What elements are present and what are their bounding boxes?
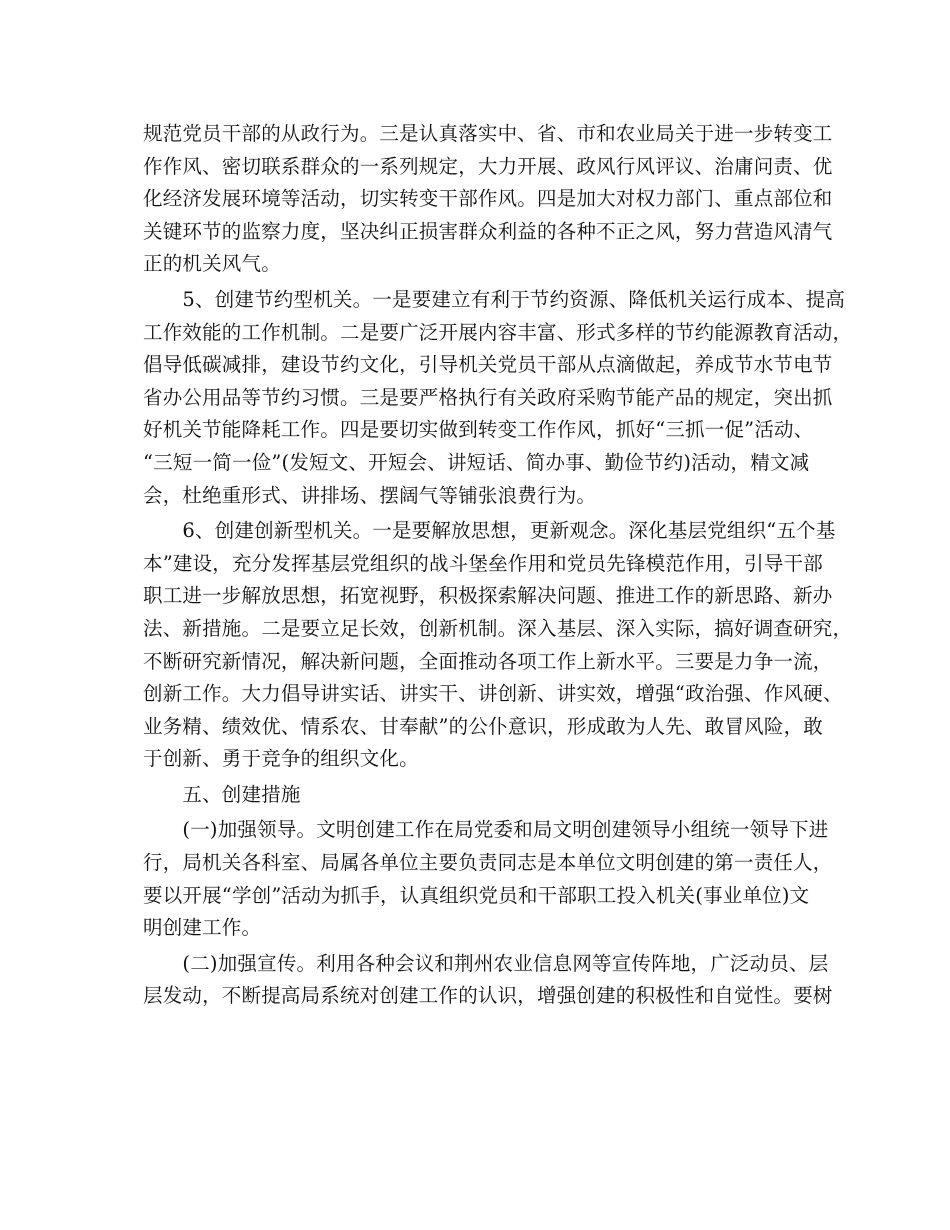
text-line: 层发动，不断提高局系统对创建工作的认识，增强创建的积极性和自觉性。要树 bbox=[143, 984, 833, 1008]
text-line: 好机关节能降耗工作。四是要切实做到转变工作作风，抓好“三抓一促”活动、 bbox=[143, 418, 814, 442]
text-line: 本”建设，充分发挥基层党组织的战斗堡垒作用和党员先锋模范作用，引导干部 bbox=[143, 551, 823, 575]
text-line: 工作效能的工作机制。二是要广泛开展内容丰富、形式多样的节约能源教育活动， bbox=[143, 320, 853, 344]
paragraph-5-economical-agency bbox=[143, 284, 853, 512]
text-line: 法、新措施。二是要立足长效，创新机制。深入基层、深入实际，搞好调查研究， bbox=[143, 616, 853, 640]
text-line: 要以开展“学创”活动为抓手，认真组织党员和干部职工投入机关(事业单位)文 bbox=[143, 883, 810, 907]
text-line: 5、创建节约型机关。一是要建立有利于节约资源、降低机关运行成本、提高 bbox=[143, 287, 846, 311]
text-line: 五、创建措施 bbox=[143, 782, 301, 806]
text-line: 6、创建创新型机关。一是要解放思想，更新观念。深化基层党组织“五个基 bbox=[143, 519, 836, 543]
paragraph-4-continuation bbox=[143, 118, 833, 281]
text-line: 正的机关风气。 bbox=[143, 252, 281, 276]
text-line: 明创建工作。 bbox=[143, 916, 262, 940]
text-line: (一)加强领导。文明创建工作在局党委和局文明创建领导小组统一领导下进 bbox=[143, 818, 829, 842]
text-line: 业务精、绩效优、情系农、甘奉献”的公仆意识，形成敢为人先、敢冒风险，敢 bbox=[143, 714, 823, 738]
text-line: 倡导低碳减排，建设节约文化，引导机关党员干部从点滴做起，养成节水节电节 bbox=[143, 353, 833, 377]
text-line: 于创新、勇于竞争的组织文化。 bbox=[143, 747, 419, 771]
text-line: 省办公用品等节约习惯。三是要严格执行有关政府采购节能产品的规定，突出抓 bbox=[143, 385, 833, 409]
text-line: 创新工作。大力倡导讲实话、讲实干、讲创新、讲实效，增强“政治强、作风硬、 bbox=[143, 682, 843, 706]
section-heading-5-measures bbox=[143, 779, 811, 812]
text-line: 职工进一步解放思想，拓宽视野，积极探索解决问题、推进工作的新思路、新办 bbox=[143, 584, 833, 608]
text-line: 关键环节的监察力度，坚决纠正损害群众利益的各种不正之风，努力营造风清气 bbox=[143, 219, 833, 243]
text-line: 会，杜绝重形式、讲排场、摆阔气等铺张浪费行为。 bbox=[143, 483, 597, 507]
text-line: 化经济发展环境等活动，切实转变干部作风。四是加大对权力部门、重点部位和 bbox=[143, 187, 833, 211]
text-line: (二)加强宣传。利用各种会议和荆州农业信息网等宣传阵地，广泛动员、层 bbox=[143, 951, 829, 975]
text-line: 规范党员干部的从政行为。三是认真落实中、省、市和农业局关于进一步转变工 bbox=[143, 122, 833, 145]
document-body bbox=[143, 118, 853, 1013]
text-line: 行，局机关各科室、局属各单位主要负责同志是本单位文明创建的第一责任人， bbox=[143, 851, 833, 875]
paragraph-6-innovative-agency bbox=[143, 515, 853, 776]
paragraph-measure-1-leadership bbox=[143, 814, 833, 944]
text-line: 不断研究新情况，解决新问题，全面推动各项工作上新水平。三要是力争一流， bbox=[143, 649, 833, 673]
text-line: “三短一简一俭”(发短文、开短会、讲短话、简办事、勤俭节约)活动，精文减 bbox=[143, 450, 810, 474]
text-line: 作作风、密切联系群众的一系列规定，大力开展、政风行风评议、治庸问责、优 bbox=[143, 154, 833, 178]
paragraph-measure-2-publicity bbox=[143, 948, 833, 1013]
